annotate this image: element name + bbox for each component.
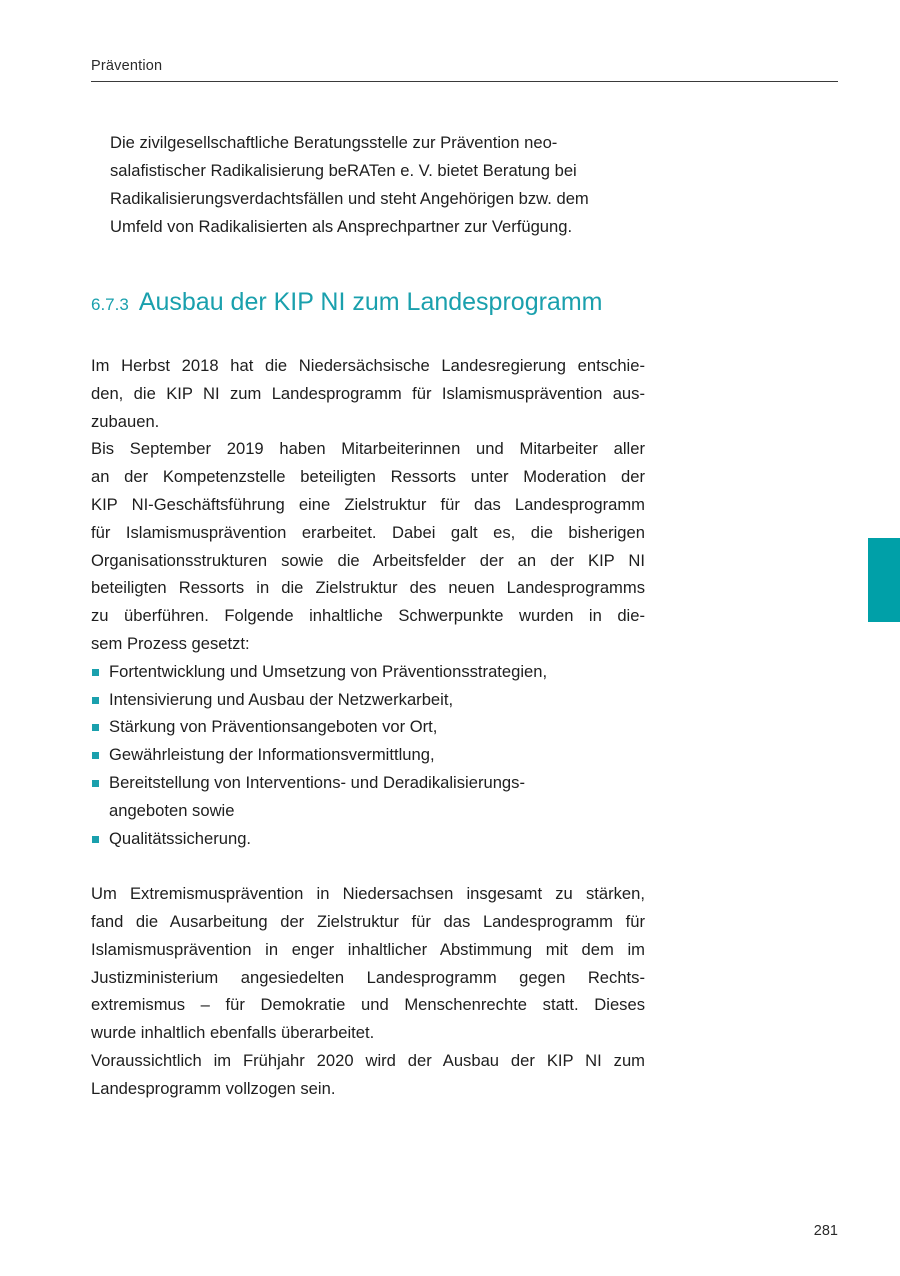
square-bullet-icon — [92, 724, 99, 731]
text-line: Voraussichtlich im Frühjahr 2020 wird der Ausbau der KIP NI zum — [91, 1050, 645, 1070]
running-head: Prävention — [91, 58, 163, 74]
text-line: an der Kompetenzstelle beteiligten Ressorts unter Moderation der — [91, 467, 645, 487]
paragraph-4 — [91, 1047, 645, 1103]
text-line: Intensivierung und Ausbau der Netzwerkarbeit, — [109, 689, 454, 709]
square-bullet-icon — [92, 752, 99, 759]
text-line: wurde inhaltlich ebenfalls überarbeitet. — [91, 1023, 375, 1043]
square-bullet-icon — [92, 780, 99, 787]
paragraph-1 — [91, 352, 645, 435]
intro-paragraph — [110, 129, 630, 241]
text-line: sem Prozess gesetzt: — [91, 633, 250, 653]
section-heading — [91, 288, 711, 317]
text-line: zubauen. — [91, 411, 160, 431]
text-line: Stärkung von Präventionsangeboten vor Ort, — [109, 717, 438, 737]
bullet-list — [91, 658, 645, 853]
paragraph-2 — [91, 435, 645, 657]
text-line: Qualitätssicherung. — [109, 828, 252, 848]
list-item — [91, 769, 645, 825]
text-line: salafistischer Radikalisierung beRATen e. V. bietet Beratung bei — [110, 161, 577, 180]
text-line: Um Extremismusprävention in Niedersachsen insgesamt zu stärken, — [91, 884, 645, 904]
section-body — [91, 352, 645, 1103]
list-item — [91, 658, 645, 686]
list-item — [91, 686, 645, 714]
text-line: extremismus – für Demokratie und Menschenrechte statt. Dieses — [91, 995, 645, 1015]
paragraph-3 — [91, 880, 645, 1047]
text-line: Gewährleistung der Informationsvermittlung, — [109, 745, 435, 765]
square-bullet-icon — [92, 697, 99, 704]
text-line: zu überführen. Folgende inhaltliche Schwerpunkte wurden in die- — [91, 606, 645, 626]
section-number: 6.7.3 — [91, 295, 129, 314]
text-line: beteiligten Ressorts in die Zielstruktur des neuen Landesprogramms — [91, 578, 645, 598]
text-line: Umfeld von Radikalisierten als Ansprechpartner zur Verfügung. — [110, 217, 573, 236]
chapter-tab-marker — [868, 538, 900, 622]
text-line: Landesprogramm vollzogen sein. — [91, 1078, 336, 1098]
page-number: 281 — [813, 1223, 838, 1239]
text-line: angeboten sowie — [109, 800, 235, 820]
text-line: Islamismusprävention in enger inhaltlicher Abstimmung mit dem im — [91, 939, 645, 959]
text-line: Bereitstellung von Interventions- und Deradikalisierungs- — [109, 772, 525, 792]
text-line: Justizministerium angesiedelten Landesprogramm gegen Rechts- — [91, 967, 645, 987]
list-item — [91, 825, 645, 853]
text-line: Fortentwicklung und Umsetzung von Präventionsstrategien, — [109, 661, 548, 681]
text-line: Im Herbst 2018 hat die Niedersächsische Landesregierung entschie- — [91, 356, 645, 375]
header-rule — [91, 81, 838, 82]
section-title: Ausbau der KIP NI zum Landesprogramm — [138, 288, 603, 316]
text-line: Bis September 2019 haben Mitarbeiterinnen und Mitarbeiter aller — [91, 439, 645, 459]
text-line: fand die Ausarbeitung der Zielstruktur für das Landesprogramm für — [91, 911, 645, 931]
square-bullet-icon — [92, 669, 99, 676]
list-item — [91, 741, 645, 769]
list-item — [91, 713, 645, 741]
text-line: Radikalisierungsverdachtsfällen und steht Angehörigen bzw. dem — [110, 189, 589, 208]
square-bullet-icon — [92, 836, 99, 843]
text-line: Die zivilgesellschaftliche Beratungsstelle zur Prävention neo- — [110, 133, 558, 152]
text-line: Organisationsstrukturen sowie die Arbeitsfelder der an der KIP NI — [91, 550, 645, 570]
text-line: den, die KIP NI zum Landesprogramm für Islamismusprävention aus- — [91, 383, 645, 403]
text-line: für Islamismusprävention erarbeitet. Dabei galt es, die bisherigen — [91, 522, 645, 542]
paragraph-gap — [91, 852, 645, 880]
text-line: KIP NI-Geschäftsführung eine Zielstruktur für das Landesprogramm — [91, 494, 645, 514]
